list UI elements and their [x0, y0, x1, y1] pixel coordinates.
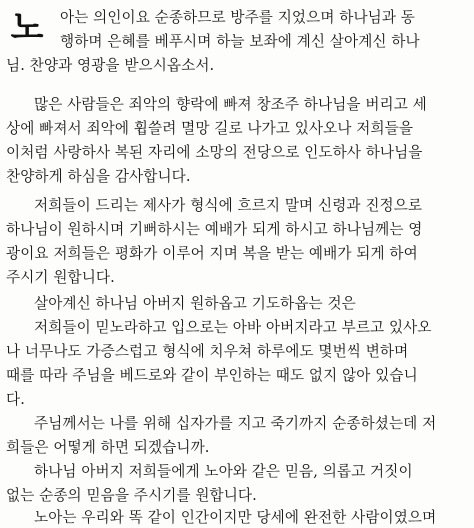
drop-cap: 노	[10, 8, 44, 48]
text-line: 행하며 은혜를 베푸시며 하늘 보좌에 계신 살아계신 하나	[60, 33, 420, 50]
text-line: 님. 찬양과 영광을 받으시옵소서.	[6, 57, 215, 74]
text-line: 저희들이 드리는 제사가 형식에 흐르지 말며 신령과 진정으로	[34, 197, 423, 214]
text-line: 하나님이 원하시며 기뻐하시는 예배가 되게 하시고 하나님께는 영	[6, 221, 423, 238]
text-line: 상에 빠져서 죄악에 휩쓸려 멸망 길로 나가고 있사오나 저희들을	[6, 120, 414, 137]
text-line: 살아계신 하나님 아버지 원하옵고 기도하옵는 것은	[34, 295, 356, 312]
text-line: 희들은 어떻게 하면 되겠습니까.	[6, 439, 210, 456]
text-line: 주님께서는 나를 위해 십자가를 지고 죽기까지 순종하셨는데 저	[34, 415, 437, 432]
text-line: 노아는 우리와 똑 같이 인간이지만 당세에 완전한 사람이였으며	[34, 509, 437, 526]
text-line: 광이요 저희들은 평화가 이루어 지며 복을 받는 예배가 되게 하여	[6, 245, 418, 262]
text-line: 주시기 원합니다.	[6, 269, 115, 286]
text-line: 찬양하게 하심을 감사합니다.	[6, 168, 191, 185]
text-line: 없는 순종의 믿음을 주시기를 원합니다.	[6, 487, 257, 504]
text-line: 때를 따라 주님을 베드로와 같이 부인하는 때도 없지 않아 있습니	[6, 367, 418, 384]
text-line: 저희들이 믿노라하고 입으로는 아바 아버지라고 부르고 있사오	[34, 319, 432, 336]
text-line: 하나님 아버지 저희들에게 노아와 같은 믿음, 의롭고 거짓이	[34, 463, 413, 480]
text-line: 나 너무나도 가증스럽고 형식에 치우쳐 하루에도 몇번씩 변하며	[6, 343, 409, 360]
text-line: 많은 사람들은 죄악의 향락에 빠져 창조주 하나님을 버리고 세	[34, 96, 427, 113]
text-line: 이처럼 사랑하사 복된 자리에 소망의 전당으로 인도하사 하나님을	[6, 144, 423, 161]
text-line: 아는 의인이요 순종하므로 방주를 지었으며 하나님과 동	[60, 9, 415, 26]
text-line: 다.	[6, 391, 25, 408]
